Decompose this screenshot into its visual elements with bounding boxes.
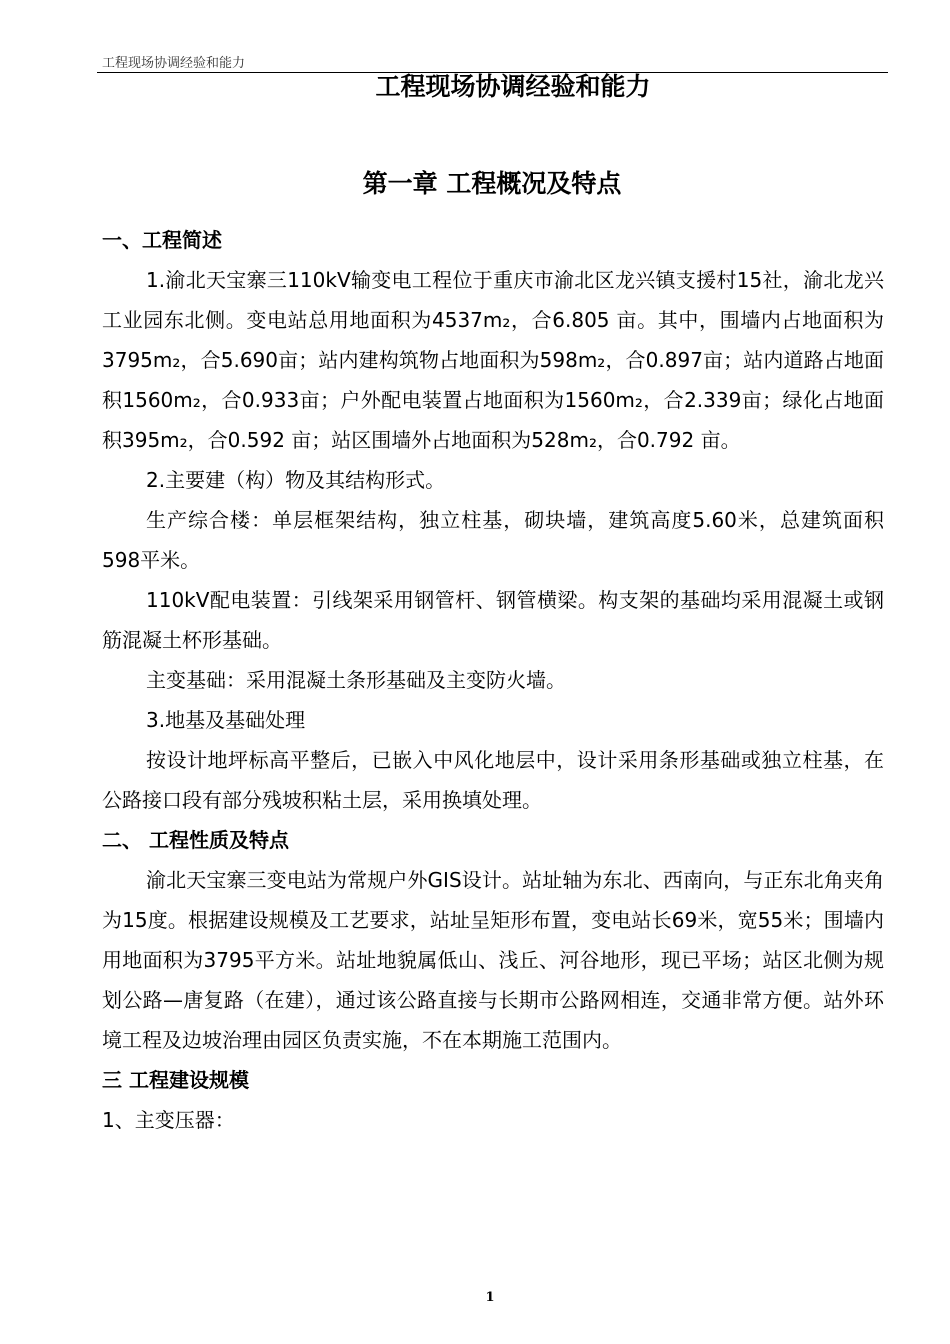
page-number: 1 bbox=[485, 1290, 495, 1305]
paragraph: 主变基础：采用混凝土条形基础及主变防火墙。 bbox=[146, 668, 566, 692]
section-heading-2: 二、 工程性质及特点 bbox=[102, 828, 289, 852]
running-header: 工程现场协调经验和能力 bbox=[102, 56, 246, 71]
paragraph: 110kV配电装置：引线架采用钢管杆、钢管横梁。构支架的基础均采用混凝土或钢筋混凝土杯形基础。 bbox=[102, 588, 884, 652]
paragraph: 1.渝北天宝寨三110kV输变电工程位于重庆市渝北区龙兴镇支援村15社，渝北龙兴工业园东北侧。变电站总用地面积为4537m₂，合6.805 亩。其中，围墙内占地面积为3795m₂，合5.690亩；站内建构筑物占地面积为598m₂，合0.897亩；站内道路占地面积1560m₂，合0.933亩；户外配电装置占地面积为1560m₂，合2.339亩；绿化占地面积395m₂，合0.592 亩；站区围墙外占地面积为528m₂，合0.792 亩。 bbox=[102, 268, 884, 452]
paragraph: 生产综合楼：单层框架结构，独立柱基，砌块墙，建筑高度5.60米，总建筑面积598平米。 bbox=[102, 508, 884, 572]
chapter-title: 第一章 工程概况及特点 bbox=[362, 169, 622, 198]
list-item: 1、主变压器： bbox=[102, 1108, 235, 1132]
paragraph: 渝北天宝寨三变电站为常规户外GIS设计。站址轴为东北、西南向，与正东北角夹角为15度。根据建设规模及工艺要求，站址呈矩形布置，变电站长69米，宽55米；围墙内用地面积为3795平方米。站址地貌属低山、浅丘、河谷地形，现已平场；站区北侧为规划公路—唐复路（在建），通过该公路直接与长期市公路网相连，交通非常方便。站外环境工程及边坡治理由园区负责实施，不在本期施工范围内。 bbox=[102, 868, 884, 1052]
paragraph: 2.主要建（构）物及其结构形式。 bbox=[146, 468, 446, 492]
section-heading-3: 三 工程建设规模 bbox=[102, 1068, 249, 1092]
section-heading-1: 一、工程简述 bbox=[102, 228, 222, 252]
document-title: 工程现场协调经验和能力 bbox=[375, 72, 651, 101]
document-body bbox=[102, 220, 884, 1140]
paragraph: 3.地基及基础处理 bbox=[146, 708, 306, 732]
paragraph: 按设计地坪标高平整后，已嵌入中风化地层中，设计采用条形基础或独立柱基，在公路接口段有部分残坡积粘土层，采用换填处理。 bbox=[102, 748, 884, 812]
